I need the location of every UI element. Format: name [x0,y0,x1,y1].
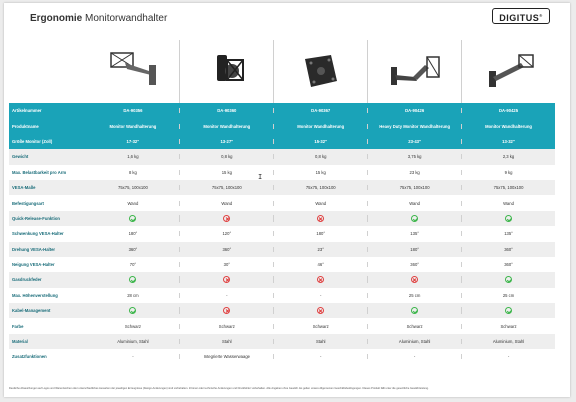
table-cell [179,215,273,222]
table-cell [86,276,179,283]
row-label: Gasdruckfeder [12,277,42,283]
table-cell: 17-32" [126,138,140,144]
table-cell: Schwarz [179,324,273,329]
table-cell: 28 cm [127,292,139,298]
green-check-circle-icon [411,307,418,314]
table-cell: DA-90356 [123,108,143,114]
red-x-circle-icon [317,215,324,222]
table-cell: DA-90367 [273,108,367,113]
table-cell: - [367,354,461,359]
page-title: Ergonomie Monitorwandhalter [30,13,168,24]
table-cell: 360° [128,246,138,252]
green-check-circle-icon [129,307,136,314]
table-cell: 15 kg [273,170,367,175]
table-cell [367,215,461,222]
table-row [9,242,555,257]
product-image-articulated-arm-mount [86,40,179,103]
table-cell: - [179,293,273,298]
red-x-circle-icon [317,307,324,314]
table-cell: 2,3 kg [461,154,555,159]
red-x-circle-icon [223,307,230,314]
table-cell [367,307,461,314]
table-cell: 180° [367,247,461,252]
table-cell: Aluminium, Stahl [461,339,555,344]
table-cell: DA-90426 [367,108,461,113]
row-label: Befestigungsart [12,200,44,206]
table-row [9,195,555,210]
table-cell [461,215,555,222]
table-row [9,211,555,226]
table-cell: 30° [179,262,273,267]
table-cell: DA-90425 [461,108,555,113]
row-label: Gewicht [12,154,29,160]
table-cell: Heavy Duty Monitor Wandhalterung [367,124,461,129]
table-cell: 120° [179,231,273,236]
table-cell: - [273,293,367,298]
product-image-heavy-duty-arm-mount [367,40,461,103]
table-cell: DA-90360 [179,108,273,113]
red-x-circle-icon [317,276,324,283]
table-cell [461,307,555,314]
table-cell: 360° [461,262,555,267]
row-label: Größe Monitor (Zoll) [12,138,53,144]
red-x-circle-icon [411,276,418,283]
table-cell: 46° [273,262,367,267]
text-cursor-icon: I [258,173,263,181]
table-cell: Stahl [273,339,367,344]
row-label: Farbe [12,323,24,329]
green-check-circle-icon [129,215,136,222]
table-cell: 25 cm [367,293,461,298]
table-cell [86,215,179,222]
row-label: Artikelnummer [12,108,42,114]
table-row [9,349,555,364]
row-label: Drehung VESA-Halter [12,246,56,252]
table-cell [273,307,367,314]
green-check-circle-icon [129,276,136,283]
table-cell: 360° [367,262,461,267]
row-label: Zusatzfunktionen [12,354,47,360]
table-cell: Aluminium, Stahl [117,339,149,345]
digitus-logo: DIGITUS® [492,8,550,24]
table-row [9,288,555,303]
table-cell [461,276,555,283]
comparison-table [9,40,555,365]
table-cell: - [461,354,555,359]
table-cell: 135° [367,231,461,236]
table-row [9,180,555,195]
table-cell: 23 kg [367,170,461,175]
green-check-circle-icon [411,215,418,222]
row-label: VESA-Maße [12,185,36,191]
row-label: Max. Höhenverstellung [12,292,58,298]
table-row [9,165,555,180]
table-row [9,334,555,349]
table-row [9,118,555,133]
table-cell: 8 kg [128,169,137,175]
table-cell: Schwarz [461,324,555,329]
table-row [9,318,555,333]
table-row [9,272,555,287]
table-cell: 75x75, 100x100 [273,185,367,190]
table-cell: Stahl [179,339,273,344]
footer-disclaimer: Deutliche Abweichungen auf Logos und Warenzeichen oder unterschiedliches Aussehen der jeweiligen Erzeugnisse (Design-Änderungen) sind vorbehalten. Irrtümer oder technische Änderungen und Druckfehler vorbehalten. Alle Angaben ohne Gewähr. Es gelten unsere Allgemeinen Geschäftsbedingungen. Dieses Produkt fällt unter die gesetzliche Gewährleistung. [9,387,429,390]
table-cell: 75x75, 100x100 [179,185,273,190]
table-cell: Schwarz [367,324,461,329]
table-cell: Wand [367,201,461,206]
table-cell [273,215,367,222]
table-cell: 70° [129,262,137,268]
table-row [9,257,555,272]
table-cell [179,307,273,314]
product-image-square-plate-mount [273,40,367,103]
table-cell: 23° [273,247,367,252]
green-check-circle-icon [505,215,512,222]
table-cell: Aluminium, Stahl [367,339,461,344]
table-row [9,103,555,118]
row-label: Schwenkung VESA-Halter [12,231,64,237]
table-body [9,103,555,365]
row-label: Max. Belastbarkeit pro Arm [12,169,67,175]
table-row [9,134,555,149]
table-cell: 23-43" [367,139,461,144]
table-cell: 15-32" [273,139,367,144]
product-sheet [4,3,570,397]
table-cell: 9 kg [461,170,555,175]
table-cell: 0,8 kg [273,154,367,159]
table-cell [367,276,461,283]
table-cell [86,307,179,314]
table-row [9,149,555,164]
table-cell: Monitor Wandhalterung [273,124,367,129]
table-cell: 0,8 kg [179,154,273,159]
table-cell: Wand [179,201,273,206]
table-cell: Wand [273,201,367,206]
table-cell: Integrierte Wasserwaage [179,354,273,359]
row-label: Quick-Release-Funktion [12,215,60,221]
row-label: Neigung VESA-Halter [12,262,55,268]
table-cell: 13-32" [461,139,555,144]
table-cell: Wand [127,200,139,206]
table-cell: 1,6 kg [127,154,139,160]
green-check-circle-icon [505,307,512,314]
table-cell: 15 kg [179,170,273,175]
product-image-swivel-mount [179,40,273,103]
green-check-circle-icon [505,276,512,283]
table-cell: 180° [128,231,138,237]
table-cell: 13-27" [179,139,273,144]
table-cell: 3,75 kg [367,154,461,159]
table-cell: 75x75, 100x100 [461,185,555,190]
table-cell: Schwarz [273,324,367,329]
table-cell: 180° [273,231,367,236]
table-cell: 360° [179,247,273,252]
row-label: Material [12,339,28,345]
table-row [9,226,555,241]
table-cell: 75x75, 100x100 [118,185,148,191]
row-label: Kabel-Management [12,308,51,314]
table-cell: 135° [461,231,555,236]
row-label: Produktname [12,123,39,129]
table-cell: Wand [461,201,555,206]
product-images-row [9,40,555,103]
table-cell: 360° [461,247,555,252]
product-image-gas-spring-arm-mount [461,40,555,103]
table-cell: - [132,354,134,360]
table-cell: Monitor Wandhalterung [179,124,273,129]
table-cell: Schwarz [124,323,141,329]
red-x-circle-icon [223,276,230,283]
table-cell: Monitor Wandhalterung [461,124,555,129]
table-cell: - [273,354,367,359]
table-cell: Monitor Wandhalterung [109,123,157,129]
red-x-circle-icon [223,215,230,222]
table-cell: 25 cm [461,293,555,298]
table-row [9,303,555,318]
table-cell: 75x75, 100x100 [367,185,461,190]
table-cell [179,276,273,283]
table-cell [273,276,367,283]
